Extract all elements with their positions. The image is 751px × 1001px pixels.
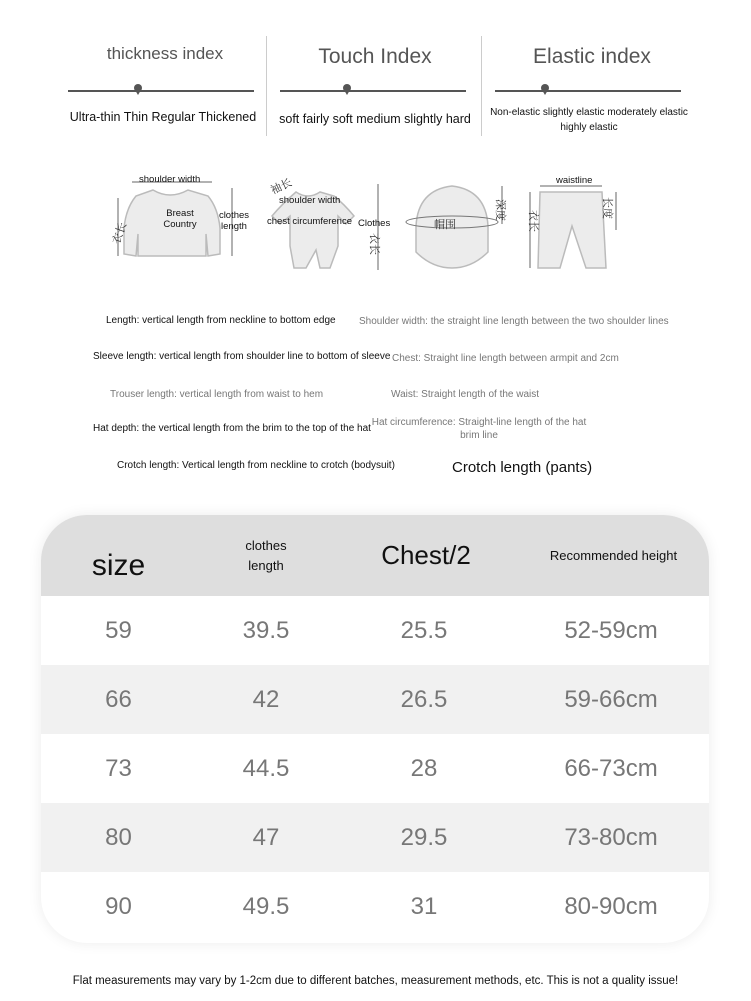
table-row bbox=[41, 803, 709, 872]
cn-hat-circ-label: 帽围 bbox=[434, 218, 456, 231]
cell-length: 49.5 bbox=[242, 892, 290, 920]
bodysuit-clothes-label: Clothes bbox=[358, 218, 391, 229]
touch-marker-icon bbox=[342, 84, 352, 94]
table-header bbox=[41, 515, 709, 596]
elastic-scale-line bbox=[495, 90, 681, 92]
definition-sleeve: Sleeve length: vertical length from shoulder line to bottom of sleeve bbox=[93, 351, 391, 362]
cell-length: 47 bbox=[252, 823, 280, 851]
table-row bbox=[41, 872, 709, 941]
bodysuit-shoulder-label: shoulder width bbox=[279, 195, 341, 206]
definition-trouser: Trouser length: vertical length from waist to hem bbox=[110, 389, 324, 400]
thickness-scale-line bbox=[68, 90, 254, 92]
table-row bbox=[41, 596, 709, 665]
thickness-index-labels: Ultra-thin Thin Regular Thickened bbox=[69, 110, 257, 124]
cell-height: 73-80cm bbox=[564, 823, 658, 851]
cn-bodysuit-length-label: 衣长 bbox=[368, 233, 381, 255]
size-table bbox=[41, 515, 709, 943]
footer-note: Flat measurements may vary by 1-2cm due to different batches, measurement methods, etc. This is not a quality issue! bbox=[72, 975, 679, 987]
table-row bbox=[41, 734, 709, 803]
header-size: size bbox=[91, 548, 146, 582]
definition-hat-depth: Hat depth: the vertical length from the brim to the top of the hat bbox=[93, 423, 371, 434]
cn-length-label: 衣长 bbox=[109, 220, 130, 246]
header-recommended-height: Recommended height bbox=[549, 548, 678, 563]
cell-size: 90 bbox=[105, 892, 132, 920]
thickness-index-title: thickness index bbox=[106, 44, 224, 63]
cn-pants-length-label: 衣长 bbox=[527, 210, 540, 232]
cn-pants-waist-label: 长度 bbox=[601, 197, 614, 219]
cell-height: 59-66cm bbox=[564, 685, 658, 713]
elastic-marker-icon bbox=[540, 84, 550, 94]
definition-length: Length: vertical length from neckline to bottom edge bbox=[106, 315, 336, 326]
touch-index-labels: soft fairly soft medium slightly hard bbox=[279, 112, 471, 126]
cell-length: 39.5 bbox=[242, 616, 290, 644]
cell-height: 52-59cm bbox=[564, 616, 658, 644]
definition-hat-circ: Hat circumference: Straight-line length of the hat brim line bbox=[371, 417, 587, 441]
touch-scale-line bbox=[280, 90, 466, 92]
header-chest: Chest/2 bbox=[381, 540, 471, 570]
cell-size: 80 bbox=[105, 823, 132, 851]
chest-circumference-label: chest circumference bbox=[267, 216, 353, 227]
cell-size: 66 bbox=[105, 685, 132, 713]
touch-index-title: Touch Index bbox=[318, 45, 432, 68]
definition-shoulder: Shoulder width: the straight line length between the two shoulder lines bbox=[359, 316, 669, 327]
definition-crotch-bodysuit: Crotch length: Vertical length from neckline to crotch (bodysuit) bbox=[117, 460, 395, 471]
cell-length: 44.5 bbox=[242, 754, 290, 782]
table-row bbox=[41, 665, 709, 734]
shoulder-width-label: shoulder width bbox=[139, 174, 201, 185]
cell-chest: 25.5 bbox=[400, 616, 448, 644]
elastic-index-title: Elastic index bbox=[533, 45, 651, 68]
thickness-marker-icon bbox=[133, 84, 143, 94]
cell-chest: 31 bbox=[410, 892, 438, 920]
clothes-length-label: clothes length bbox=[218, 210, 250, 233]
cell-height: 66-73cm bbox=[564, 754, 658, 782]
definition-chest: Chest: Straight line length between armpit and 2cm bbox=[392, 353, 619, 364]
waistline-label: waistline bbox=[556, 175, 593, 186]
cell-chest: 28 bbox=[410, 754, 438, 782]
header-clothes-length: clothes length bbox=[245, 538, 287, 573]
hat-diagram-icon bbox=[402, 176, 518, 272]
index-divider bbox=[266, 36, 267, 136]
definition-crotch-pants: Crotch length (pants) bbox=[452, 459, 593, 476]
cell-size: 59 bbox=[105, 616, 132, 644]
elastic-index-labels: Non-elastic slightly elastic moderately elastic highly elastic bbox=[490, 107, 688, 133]
cell-length: 42 bbox=[252, 685, 280, 713]
cn-hat-depth-label: 深度 bbox=[494, 199, 507, 221]
cell-chest: 29.5 bbox=[400, 823, 448, 851]
cell-chest: 26.5 bbox=[400, 685, 448, 713]
cn-sleeve-label: 袖长 bbox=[268, 175, 294, 197]
cell-size: 73 bbox=[105, 754, 132, 782]
definition-waist: Waist: Straight length of the waist bbox=[391, 389, 540, 400]
cell-height: 80-90cm bbox=[564, 892, 658, 920]
breast-label: Breast Country bbox=[163, 208, 197, 231]
